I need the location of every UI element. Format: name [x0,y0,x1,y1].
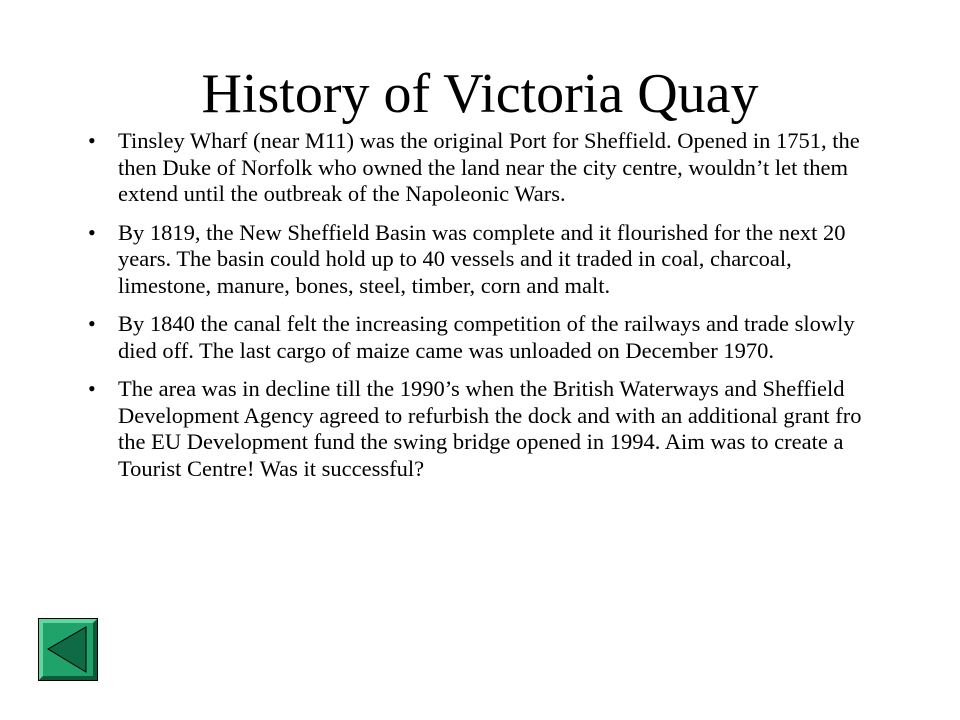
bullet-list [88,128,888,494]
bullet-icon: • [88,376,96,401]
bullet-text: By 1819, the New Sheffield Basin was complete and it flourished for the next 20 years. The basin could hold up to 40 vessels and it traded in coal, charcoal, limestone, manure, bones, steel, timber, corn and malt. [118,219,846,298]
bullet-item [88,376,888,482]
back-button[interactable] [38,618,98,681]
bullet-icon: • [88,311,96,336]
bullet-icon: • [88,128,96,153]
bullet-item [88,128,888,208]
bullet-icon: • [88,219,96,245]
bullet-item [88,220,888,300]
bullet-text: Tinsley Wharf (near M11) was the original Port for Sheffield. Opened in 1751, the then Duke of Norfolk who owned the land near the city centre, wouldn’t let them extend until the outbreak of the Napoleonic Wars. [118,128,860,206]
slide-title: History of Victoria Quay [201,63,759,125]
back-triangle-icon [38,618,98,681]
bullet-text: The area was in decline till the 1990’s when the British Waterways and Sheffield Development Agency agreed to refurbish the dock and with an additional grant fro the EU Development fund the swing bridge opened in 1994. Aim was to create a Tourist Centre! Was it successful? [118,376,862,481]
bullet-text: By 1840 the canal felt the increasing competition of the railways and trade slowly died off. The last cargo of maize came was unloaded on December 1970. [118,311,855,363]
bullet-item [88,311,888,364]
